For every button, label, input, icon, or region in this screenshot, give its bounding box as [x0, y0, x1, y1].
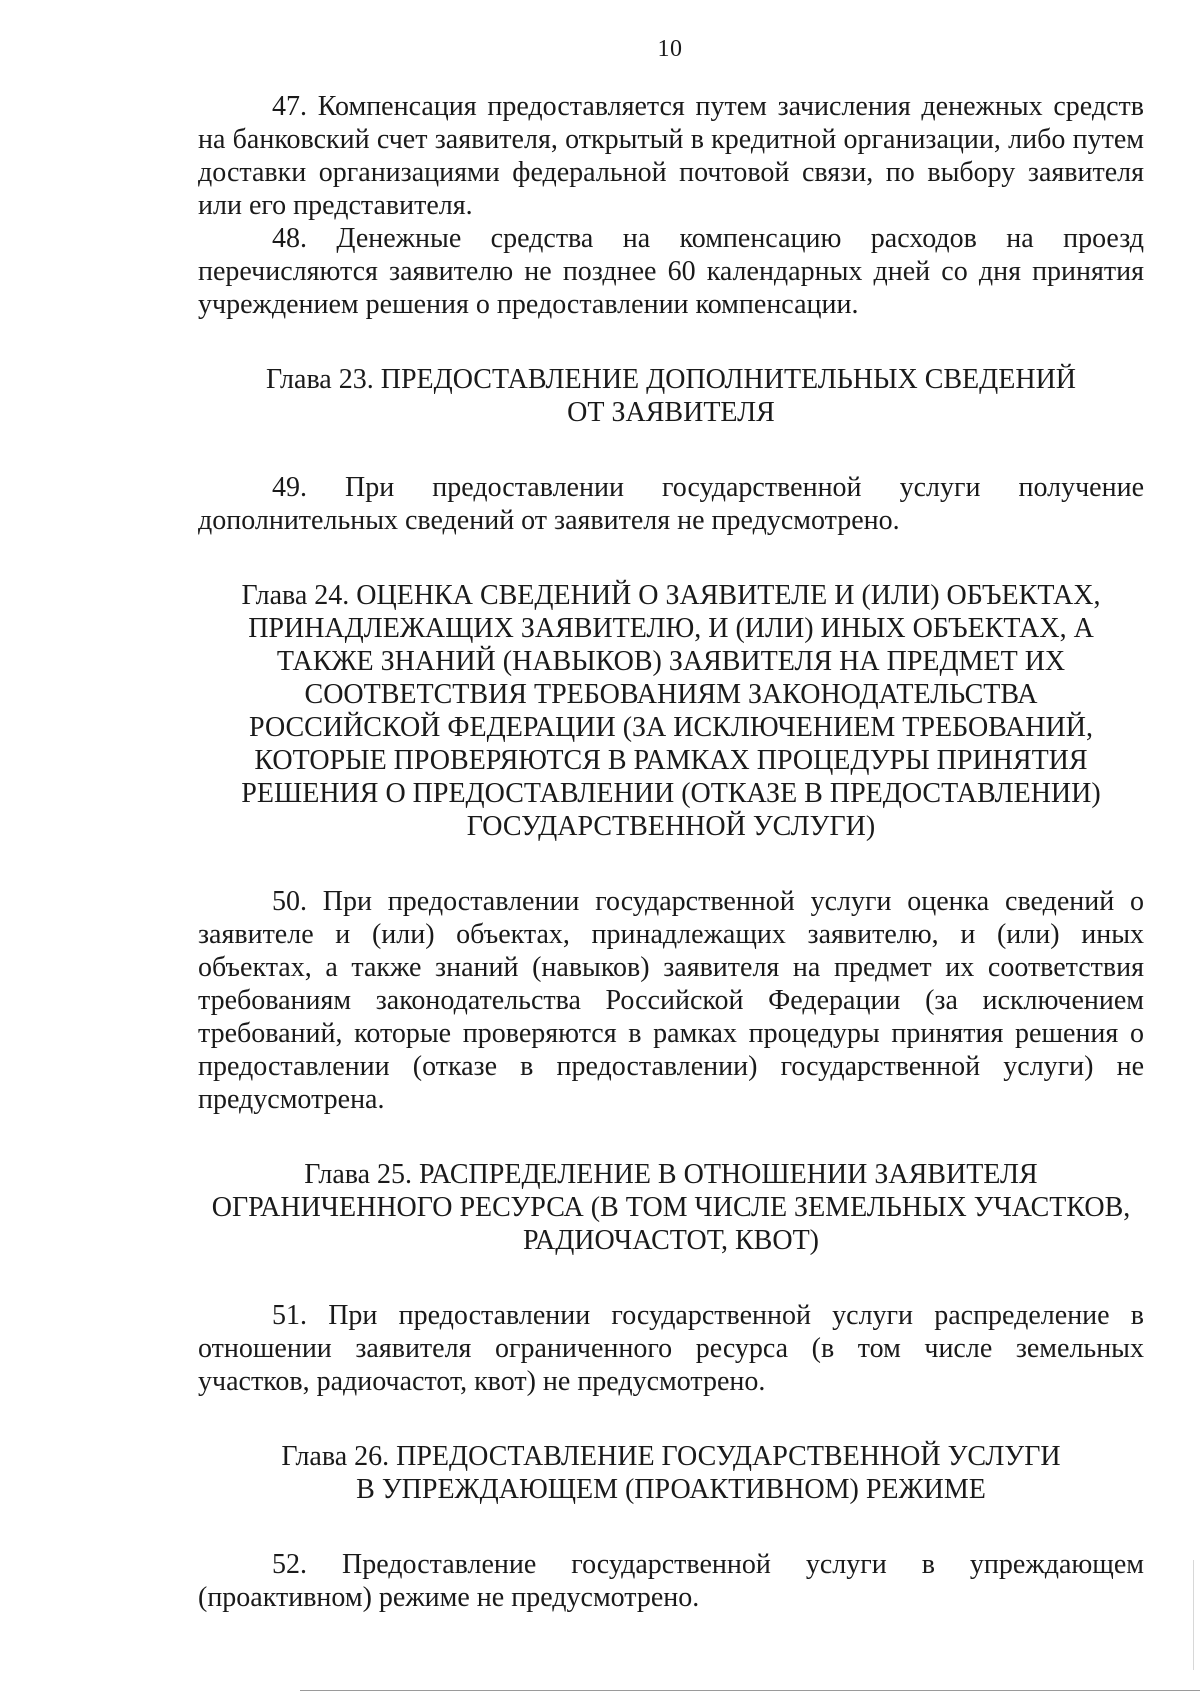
footer-rule [300, 1690, 1200, 1691]
heading-line: Глава 23. ПРЕДОСТАВЛЕНИЕ ДОПОЛНИТЕЛЬНЫХ СВЕДЕНИЙ [265, 364, 1077, 395]
heading-line: Глава 24. ОЦЕНКА СВЕДЕНИЙ О ЗАЯВИТЕЛЕ И (ИЛИ) ОБЪЕКТАХ, [241, 580, 1101, 611]
paragraph-48: 48. Денежные средства на компенсацию расходов на проезд перечисляются заявителю не позднее 60 календарных дней со дня принятия учреждением решения о предоставлении компенсации. [198, 223, 1144, 320]
page-number: 10 [657, 36, 683, 62]
heading-line: РОССИЙСКОЙ ФЕДЕРАЦИИ (ЗА ИСКЛЮЧЕНИЕМ ТРЕБОВАНИЙ, [249, 712, 1093, 743]
heading-line: КОТОРЫЕ ПРОВЕРЯЮТСЯ В РАМКАХ ПРОЦЕДУРЫ ПРИНЯТИЯ [254, 745, 1088, 776]
heading-line: ПРИНАДЛЕЖАЩИХ ЗАЯВИТЕЛЮ, И (ИЛИ) ИНЫХ ОБЪЕКТАХ, А [248, 613, 1094, 644]
heading-line: Глава 25. РАСПРЕДЕЛЕНИЕ В ОТНОШЕНИИ ЗАЯВИТЕЛЯ [304, 1159, 1038, 1190]
heading-line: В УПРЕЖДАЮЩЕМ (ПРОАКТИВНОМ) РЕЖИМЕ [356, 1474, 986, 1505]
heading-line: ТАКЖЕ ЗНАНИЙ (НАВЫКОВ) ЗАЯВИТЕЛЯ НА ПРЕДМЕТ ИХ [276, 646, 1066, 677]
heading-line: РЕШЕНИЯ О ПРЕДОСТАВЛЕНИИ (ОТКАЗЕ В ПРЕДОСТАВЛЕНИИ) [241, 778, 1101, 809]
chapter-23-heading [198, 363, 1144, 429]
heading-line: СООТВЕТСТВИЯ ТРЕБОВАНИЯМ ЗАКОНОДАТЕЛЬСТВА [304, 679, 1038, 710]
paragraph-47: 47. Компенсация предоставляется путем зачисления денежных средств на банковский счет заявителя, открытый в кредитной организации, либо путем доставки организациями федеральной почтовой связи, по выбору заявителя или его представителя. [198, 91, 1144, 221]
paragraph-51: 51. При предоставлении государственной услуги распределение в отношении заявителя ограниченного ресурса (в том числе земельных участков, радиочастот, квот) не предусмотрено. [198, 1300, 1144, 1397]
document-body [198, 90, 1144, 1614]
heading-line: ОГРАНИЧЕННОГО РЕСУРСА (В ТОМ ЧИСЛЕ ЗЕМЕЛЬНЫХ УЧАСТКОВ, [211, 1192, 1131, 1223]
paragraph-50: 50. При предоставлении государственной услуги оценка сведений о заявителе и (или) объектах, принадлежащих заявителю, и (или) иных объектах, а также знаний (навыков) заявителя на предмет их соответствия требованиям законодательства Российской Федерации (за исключением требований, которые проверяются в рамках процедуры принятия решения о предоставлении (отказе в предоставлении) государственной услуги) не предусмотрена. [198, 886, 1144, 1115]
heading-line: РАДИОЧАСТОТ, КВОТ) [522, 1225, 819, 1256]
chapter-26-heading [198, 1440, 1144, 1506]
paragraph-49: 49. При предоставлении государственной услуги получение дополнительных сведений от заявителя не предусмотрено. [198, 472, 1144, 536]
chapter-25-heading [198, 1158, 1144, 1257]
heading-line: Глава 26. ПРЕДОСТАВЛЕНИЕ ГОСУДАРСТВЕННОЙ УСЛУГИ [281, 1441, 1061, 1472]
scan-edge-mark [1193, 1560, 1194, 1670]
chapter-24-heading [198, 579, 1144, 843]
heading-line: ОТ ЗАЯВИТЕЛЯ [567, 397, 775, 428]
heading-line: ГОСУДАРСТВЕННОЙ УСЛУГИ) [466, 811, 876, 842]
paragraph-52: 52. Предоставление государственной услуги в упреждающем (проактивном) режиме не предусмотрено. [198, 1549, 1144, 1613]
